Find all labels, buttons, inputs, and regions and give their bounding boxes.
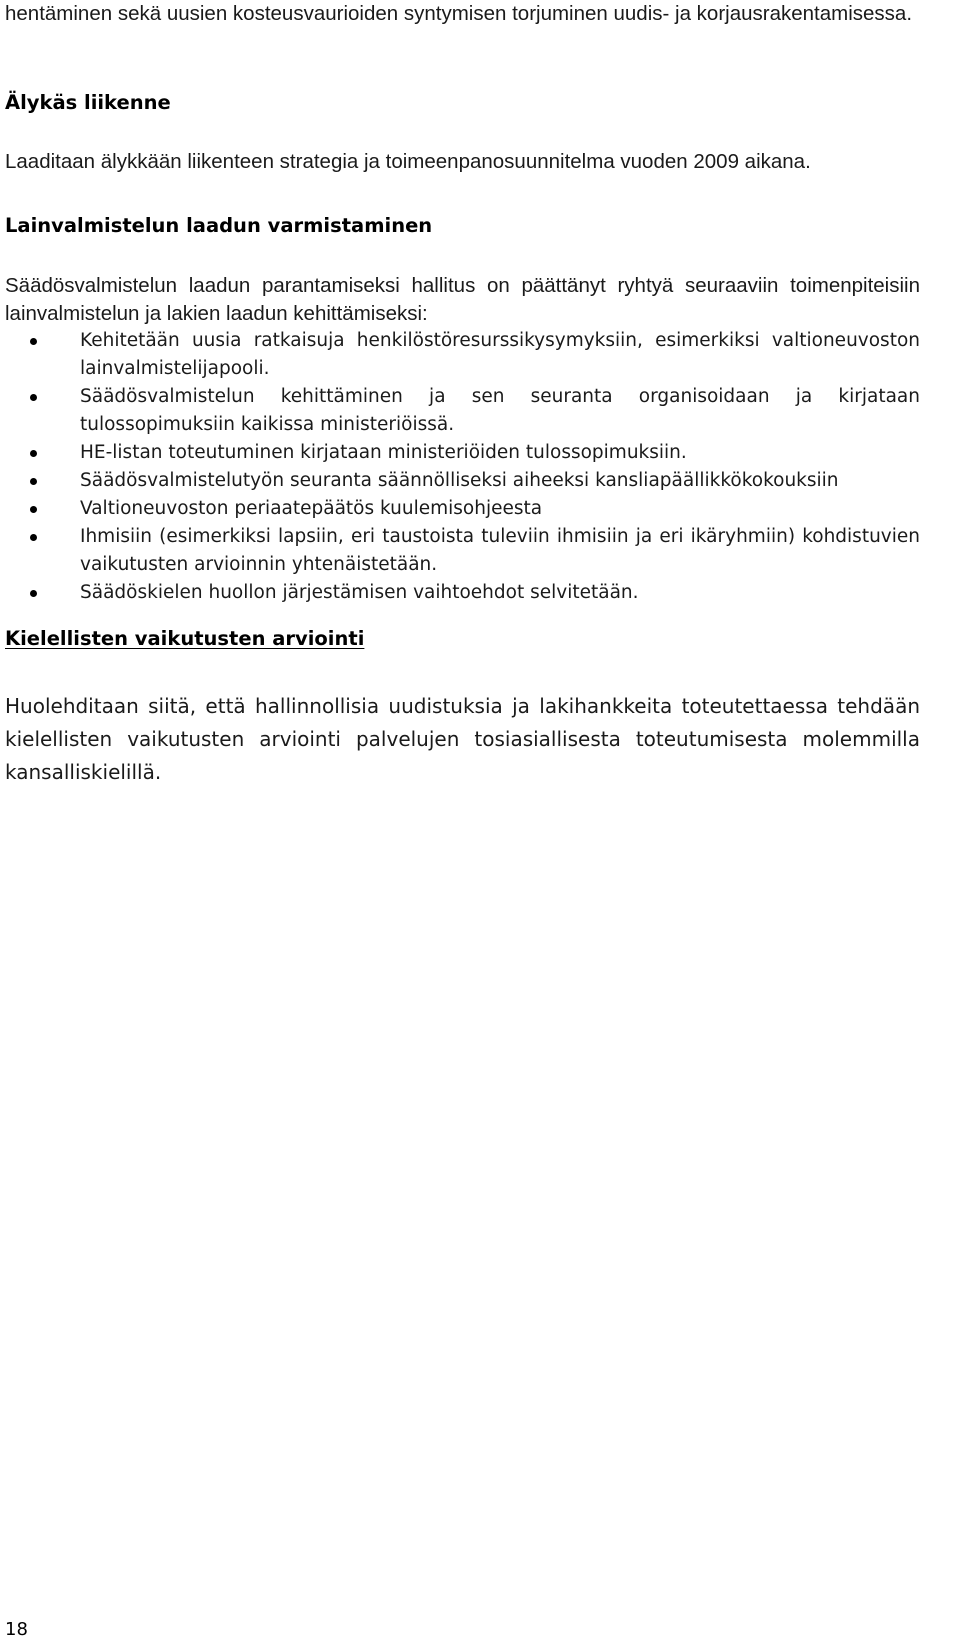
bullet-icon bbox=[30, 534, 37, 541]
bullet-icon bbox=[30, 394, 37, 401]
list-item bbox=[5, 439, 920, 467]
legislation-quality-intro: Säädösvalmistelun laadun parantamiseksi hallitus on päättänyt ryhtyä seuraaviin toimenpiteisiin lainvalmistelun ja lakien laadun kehittämiseksi: bbox=[5, 274, 920, 325]
list-item-text: Säädöskielen huollon järjestämisen vaihtoehdot selvitetään. bbox=[80, 582, 639, 603]
list-item bbox=[5, 495, 920, 523]
smart-traffic-paragraph: Laaditaan älykkään liikenteen strategia ja toimeenpanosuunnitelma vuoden 2009 aikana. bbox=[5, 150, 811, 173]
list-item-text: Valtioneuvoston periaatepäätös kuulemisohjeesta bbox=[80, 498, 543, 519]
list-item bbox=[5, 383, 920, 439]
list-item bbox=[5, 523, 920, 579]
bullet-icon bbox=[30, 590, 37, 597]
legislation-measures-list bbox=[5, 327, 920, 607]
linguistic-impact-paragraph: Huolehditaan siitä, että hallinnollisia uudistuksia ja lakihankkeita toteutettaessa tehdään kielellisten vaikutusten arviointi palvelujen tosiasiallisesta toteutumisesta molemmilla kansalliskielillä. bbox=[5, 694, 920, 784]
heading-linguistic-impact: Kielellisten vaikutusten arviointi bbox=[5, 627, 365, 650]
heading-smart-traffic: Älykäs liikenne bbox=[5, 91, 171, 114]
list-item bbox=[5, 327, 920, 383]
bullet-icon bbox=[30, 478, 37, 485]
list-item bbox=[5, 579, 920, 607]
list-item-text: Kehitetään uusia ratkaisuja henkilöstöresurssikysymyksiin, esimerkiksi valtioneuvoston lainvalmistelijapooli. bbox=[80, 330, 920, 379]
continued-paragraph: hentäminen sekä uusien kosteusvaurioiden syntymisen torjuminen uudis- ja korjausrakentamisessa. bbox=[5, 2, 913, 25]
list-item-text: HE-listan toteutuminen kirjataan ministeriöiden tulossopimuksiin. bbox=[80, 442, 687, 463]
bullet-icon bbox=[30, 338, 37, 345]
list-item-text: Säädösvalmistelun kehittäminen ja sen seuranta organisoidaan ja kirjataan tulossopimuksiin kaikissa ministeriöissä. bbox=[80, 386, 920, 435]
page-number: 18 bbox=[5, 1619, 28, 1640]
list-item bbox=[5, 467, 920, 495]
list-item-text: Säädösvalmistelutyön seuranta säännölliseksi aiheeksi kansliapäällikkökokouksiin bbox=[80, 470, 839, 491]
bullet-icon bbox=[30, 506, 37, 513]
list-item-text: Ihmisiin (esimerkiksi lapsiin, eri taustoista tuleviin ihmisiin ja eri ikäryhmiin) kohdistuvien vaikutusten arvioinnin yhtenäistetään. bbox=[80, 526, 920, 575]
bullet-icon bbox=[30, 450, 37, 457]
heading-legislation-quality: Lainvalmistelun laadun varmistaminen bbox=[5, 214, 433, 237]
